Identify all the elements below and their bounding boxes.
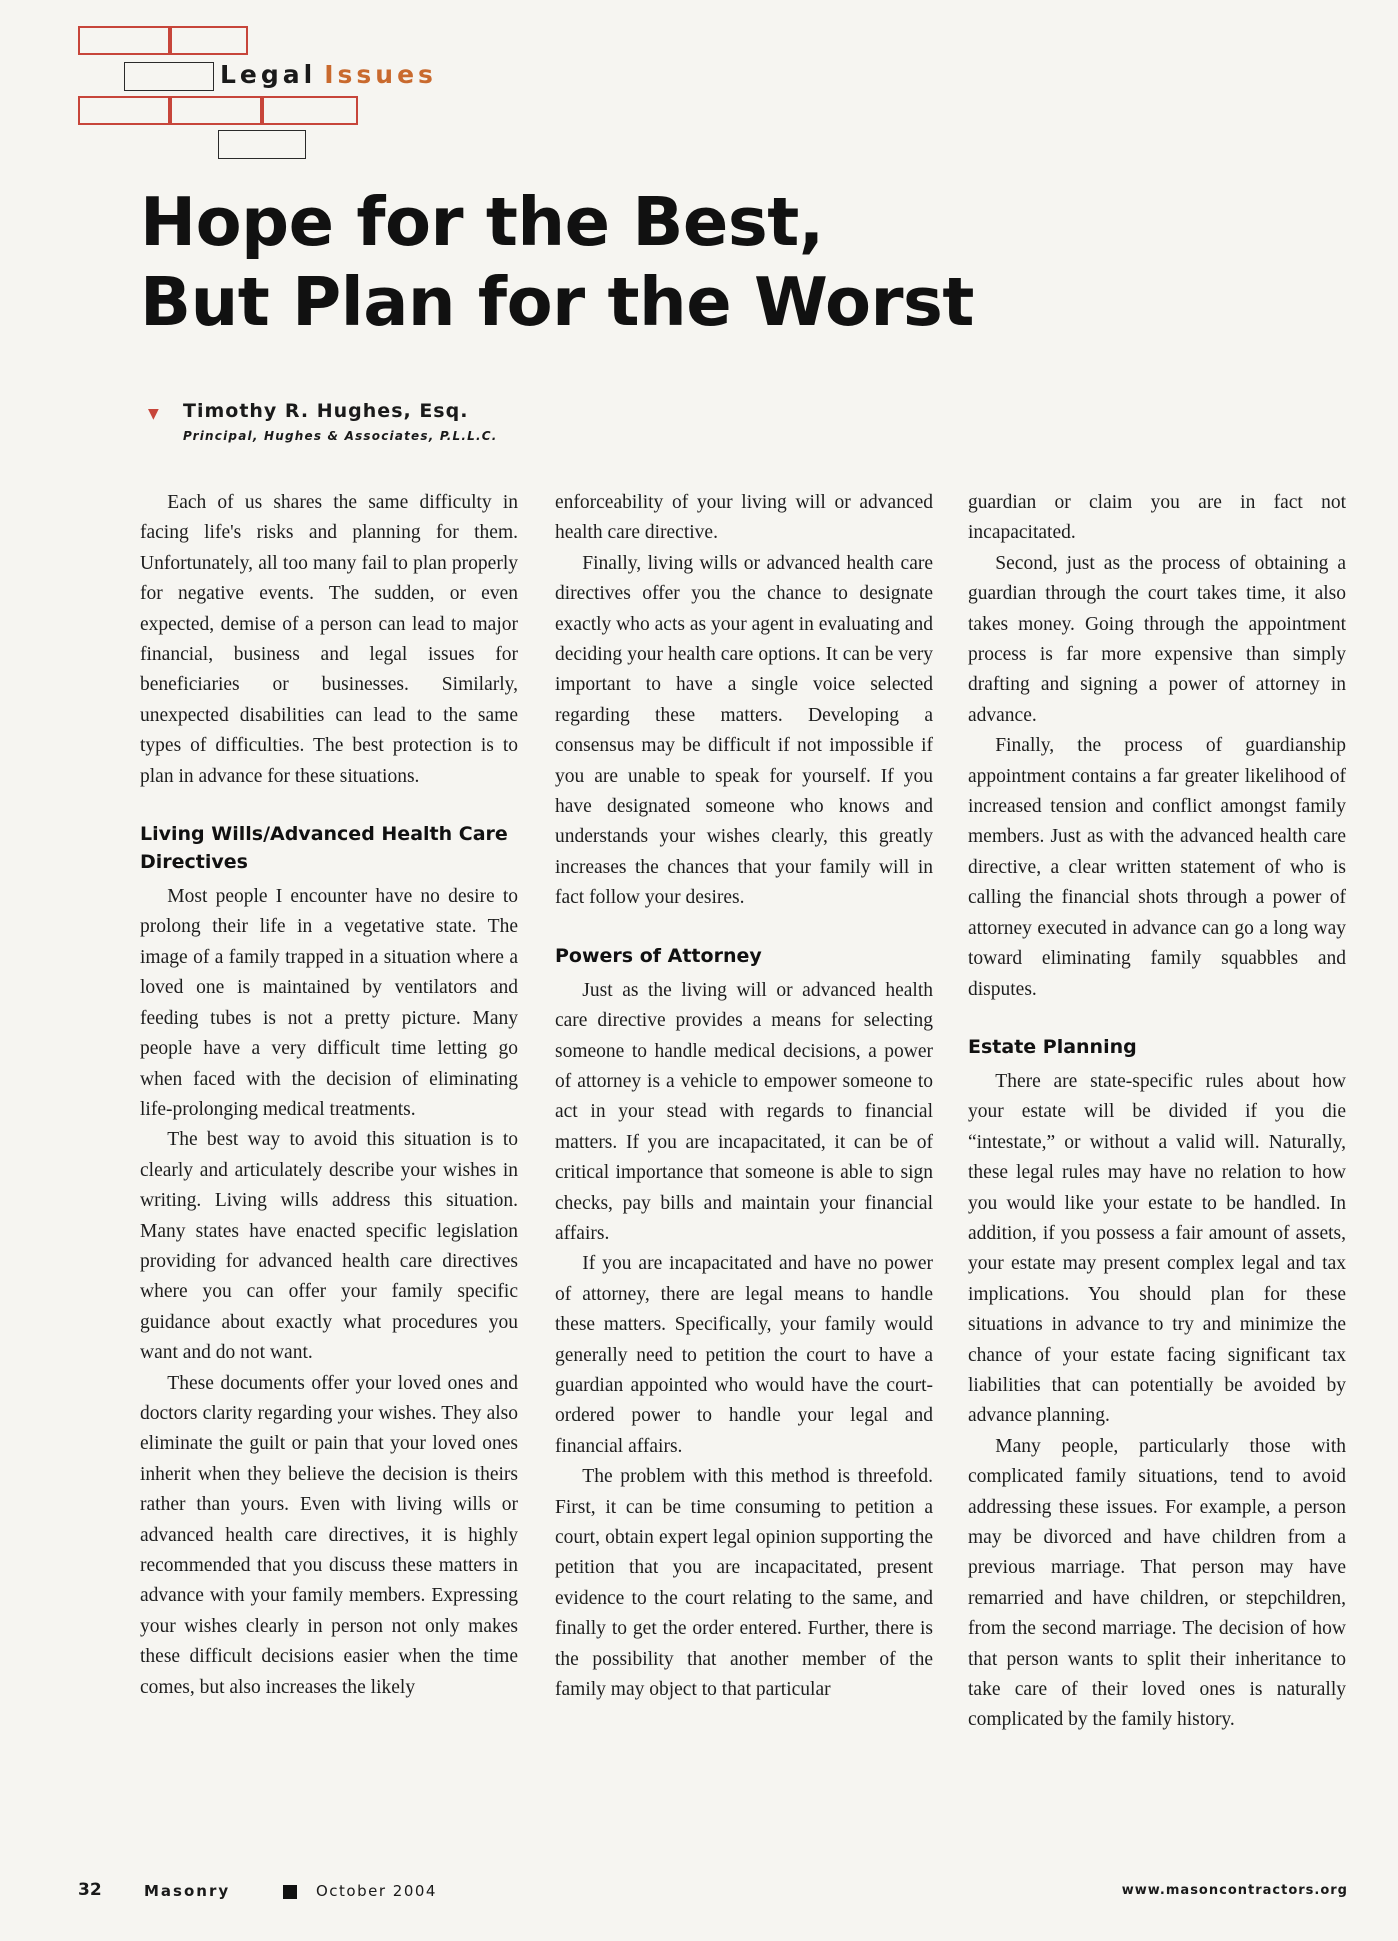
page-number: 32 (78, 1880, 102, 1900)
paragraph: The best way to avoid this situation is to clearly and articulately describe your wishes in writing. Living wills address this situation. Many states have enacted specific legislation providing for advanced health care directives where you can offer your family specific guidance about exactly what procedures you want and do not want. (140, 1129, 518, 1364)
author-title: Principal, Hughes & Associates, P.L.L.C. (183, 429, 498, 443)
article-title (140, 182, 1290, 342)
author-name: Timothy R. Hughes, Esq. (183, 400, 469, 422)
column-2 (555, 488, 933, 1705)
brick-3 (124, 62, 214, 91)
paragraph: These documents offer your loved ones and doctors clarity regarding your wishes. They also eliminate the guilt or pain that your loved ones inherit when they believe the decision is theirs rather than yours. Even with living wills or advanced health care directives, it is highly recommended that you discuss these matters in advance with your family members. Expressing your wishes clearly in person not only makes these difficult decisions easier when the time comes, but also increases the likely (140, 1372, 518, 1698)
square-bullet-icon (283, 1885, 297, 1899)
issue-date: October 2004 (316, 1882, 437, 1900)
column-3 (968, 488, 1346, 1736)
section-heading: Estate Planning (968, 1035, 1137, 1058)
title-line-1: Hope for the Best, (140, 183, 824, 261)
column-1 (140, 488, 518, 1703)
section-heading: Living Wills/Advanced Health Care Directives (140, 823, 508, 874)
section-heading: Powers of Attorney (555, 944, 762, 967)
paragraph: There are state-specific rules about how your estate will be divided if you die “intestate,” or without a valid will. Naturally, these legal rules may have no relation to how you would like your estate to be handled. In addition, if you possess a fair amount of assets, your estate may present complex legal and tax implications. You should plan for these situations in advance to try and minimize the chance of your estate facing significant tax liabilities that can potentially be avoided by advance planning. (968, 1070, 1346, 1427)
paragraph: Finally, living wills or advanced health care directives offer you the chance to designate exactly who acts as your agent in evaluating and deciding your health care options. It can be very important to have a single voice selected regarding these matters. Developing a consensus may be difficult if not impossible if you are unable to speak for yourself. If you have designated someone who knows and understands your wishes clearly, this greatly increases the chances that your family will in fact follow your desires. (555, 552, 933, 909)
paragraph: Each of us shares the same difficulty in facing life's risks and planning for them. Unfortunately, all too many fail to plan properly for negative events. The sudden, or even expected, demise of a person can lead to major financial, business and legal issues for beneficiaries or businesses. Similarly, unexpected disabilities can lead to the same types of difficulties. The best protection is to plan in advance for these situations. (140, 492, 518, 787)
magazine-name: Masonry (144, 1882, 231, 1900)
brick-6 (262, 96, 358, 125)
title-line-2: But Plan for the Worst (140, 263, 974, 341)
brick-5 (170, 96, 262, 125)
page-footer (78, 1880, 1348, 1910)
section-label (220, 60, 437, 89)
paragraph: Second, just as the process of obtaining a guardian through the court takes time, it also takes money. Going through the appointment process is far more expensive than simply drafting and signing a power of attorney in advance. (968, 552, 1346, 726)
paragraph: guardian or claim you are in fact not incapacitated. (968, 492, 1346, 544)
brick-2 (170, 26, 248, 55)
paragraph: Many people, particularly those with complicated family situations, tend to avoid addressing these issues. For example, a person may be divorced and have children from a previous marriage. That person may have remarried and have children, or stepchildren, from the second marriage. The decision of how that person wants to split their inheritance to take care of their loved ones is naturally complicated by the family history. (968, 1435, 1346, 1731)
section-word-issues: Issues (324, 60, 437, 89)
brick-1 (78, 26, 170, 55)
paragraph: If you are incapacitated and have no power of attorney, there are legal means to handle these matters. Specifically, your family would generally need to petition the court to have a guardian appointed who would have the court-ordered power to handle your legal and financial affairs. (555, 1253, 933, 1457)
brick-7 (218, 130, 306, 159)
byline-arrow-icon: ▼ (148, 406, 159, 422)
section-word-legal: Legal (220, 60, 317, 89)
paragraph: Just as the living will or advanced health care directive provides a means for selecting someone to handle medical decisions, a power of attorney is a vehicle to empower someone to act in your stead with regards to financial matters. If you are incapacitated, it can be of critical importance that someone is able to sign checks, pay bills and maintain your financial affairs. (555, 979, 933, 1244)
paragraph: Finally, the process of guardianship appointment contains a far greater likelihood of increased tension and conflict amongst family members. Just as with the advanced health care directive, a clear written statement of who is calling the financial shots through a power of attorney executed in advance can go a long way toward eliminating family squabbles and disputes. (968, 735, 1346, 1000)
website-url: www.masoncontractors.org (1121, 1883, 1348, 1898)
paragraph: Most people I encounter have no desire to prolong their life in a vegetative state. The image of a family trapped in a situation where a loved one is maintained by ventilators and feeding tubes is not a pretty picture. Many people have a very difficult time letting go when faced with the decision of eliminating life-prolonging medical treatments. (140, 886, 518, 1120)
brick-4 (78, 96, 170, 125)
paragraph: The problem with this method is threefold. First, it can be time consuming to petition a court, obtain expert legal opinion supporting the petition that you are incapacitated, present evidence to the court relating to the same, and finally to get the order entered. Further, there is the possibility that another member of the family may object to that particular (555, 1466, 933, 1701)
paragraph: enforceability of your living will or advanced health care directive. (555, 492, 933, 544)
